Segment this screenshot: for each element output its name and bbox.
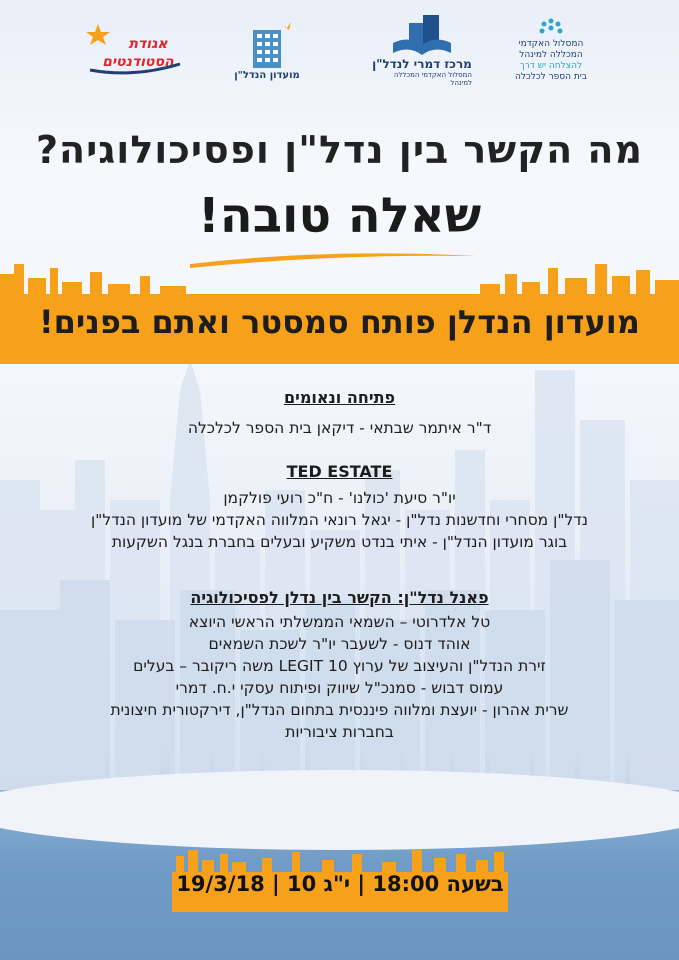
- panel-line: עמוס דבוש - סמנכ"ל שיווק ופיתוח עסקי י.ח. דמרי: [175, 679, 504, 697]
- opening-title: פתיחה ונאומים: [283, 388, 396, 407]
- college-line1: המסלול האקדמי: [518, 39, 584, 49]
- event-date-time: בשעה 18:00 | י"ג 10 | 19/3/18: [176, 872, 504, 896]
- merkaz-logo-sub: המסלול האקדמי המכללה למינהל: [393, 71, 472, 87]
- opening-section: [0, 388, 679, 439]
- opening-line: ד"ר איתמר שבתאי - דיקאן בית הספר לכלכלה: [187, 419, 492, 437]
- ted-section: [0, 462, 679, 553]
- panel-line: בחברות ציבוריות: [285, 723, 394, 741]
- headline-answer: שאלה טובה!: [197, 188, 482, 244]
- ted-line: יו"ר סיעת 'כולנו' - ח"כ רועי פולקמן: [223, 489, 456, 507]
- agudat-line2: הסטודנטים: [102, 54, 174, 70]
- star-swoosh-icon: [84, 20, 184, 80]
- building-icon: [237, 20, 297, 70]
- agudat-hastudentim-logo: [84, 10, 184, 90]
- moadon-hanadlan-logo: [232, 10, 302, 90]
- logos-row: [0, 10, 679, 90]
- panel-line: שרית אהרון - יועצת ומלווה פיננסית בתחום הנדל"ן, דירקטורית חיצונית: [110, 701, 569, 719]
- bottom-curve: [0, 770, 679, 850]
- panel-line: אוהד דנוס - לשעבר יו"ר לשכת השמאים: [208, 635, 471, 653]
- ted-line: נדל"ן מסחרי וחדשנות נדל"ן - יגאל רונאי המלווה האקדמי של מועדון הנדל"ן: [91, 511, 588, 529]
- orange-swoosh-underline: [180, 246, 480, 270]
- panel-title: פאנל נדל"ן: הקשר בין נדלן לפסיכולוגיה: [190, 588, 489, 607]
- college-line2: המכללה למינהל: [519, 50, 583, 60]
- college-line4: בית הספר לכלכלה: [514, 72, 588, 82]
- book-building-icon: [387, 13, 457, 57]
- panel-line: זירת הנדל"ן והעיצוב של ערוץ LEGIT 10 משה ריקובר – בעלים: [133, 657, 546, 675]
- dots-circle-icon: [536, 17, 566, 39]
- ted-line: בוגר מועדון הנדל"ן - איתי בנדט משקיע ובעלים בחברת בנגל השקעות: [111, 533, 568, 551]
- agudat-line1: אגודת: [128, 36, 168, 52]
- college-line3: להצלחה יש דרך: [519, 61, 583, 71]
- banner-text: מועדון הנדלן פותח סמסטר ואתם בפנים!: [39, 303, 640, 341]
- moadon-logo-text: מועדון הנדל"ן: [234, 69, 300, 81]
- ted-title: TED ESTATE: [286, 462, 393, 481]
- panel-line: טל אלדרוטי – השמאי הממשלתי הראשי היוצא: [188, 613, 491, 631]
- headline-question: מה הקשר בין נדל"ן ופסיכולוגיה?: [35, 128, 644, 172]
- merkaz-logo-title: מרכז דמרי לנדל"ן: [372, 57, 472, 71]
- panel-section: [0, 588, 679, 743]
- college-logo: [506, 10, 596, 90]
- merkaz-dameri-logo: [372, 10, 472, 90]
